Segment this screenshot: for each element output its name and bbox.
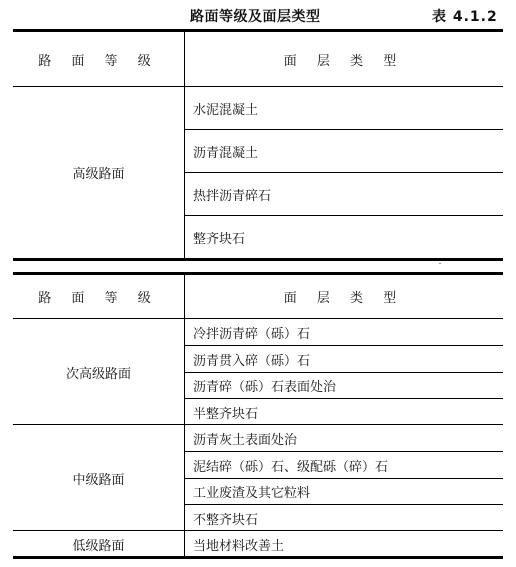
group-subhigh [13, 319, 503, 425]
header-grade: 路 面 等 级 [38, 291, 159, 306]
group-high [13, 87, 503, 258]
types-mid [185, 425, 503, 531]
table-number: 表 4.1.2 [432, 9, 498, 25]
header-grade: 路 面 等 级 [38, 53, 159, 69]
group-low [13, 531, 503, 557]
type-row: 工业废渣及其它粒料 [185, 479, 503, 505]
grade-high: 高级路面 [72, 167, 125, 182]
header-type: 面 层 类 型 [184, 275, 503, 318]
type-row: 沥青混凝土 [185, 130, 503, 173]
scan-speck [439, 263, 441, 264]
grade-low: 低级路面 [72, 538, 125, 554]
grade-subhigh: 次高级路面 [65, 366, 131, 382]
type-row: 冷拌沥青碎（砾）石 [185, 319, 503, 346]
table-2 [13, 272, 503, 559]
type-row: 沥青灰土表面处治 [185, 425, 503, 452]
type-row: 整齐块石 [193, 231, 246, 247]
type-row: 沥青贯入碎（砾）石 [185, 346, 503, 373]
table-1 [13, 29, 503, 261]
types-low [185, 531, 503, 557]
type-row: 沥青碎（砾）石表面处治 [185, 373, 503, 399]
types-high [185, 87, 503, 258]
table-1-header [13, 32, 503, 87]
table-2-header [13, 275, 503, 319]
type-row: 不整齐块石 [193, 512, 259, 528]
header-type: 面 层 类 型 [184, 32, 503, 86]
type-row: 当地材料改善土 [193, 538, 285, 554]
type-row: 水泥混凝土 [185, 87, 503, 130]
grade-mid: 中级路面 [72, 472, 125, 488]
type-row: 泥结碎（砾）石、级配砾（碎）石 [185, 452, 503, 479]
type-row: 热拌沥青碎石 [185, 173, 503, 216]
types-subhigh [185, 319, 503, 425]
caption-bar [0, 6, 516, 26]
table-title: 路面等级及面层类型 [190, 9, 321, 25]
type-row: 半整齐块石 [193, 406, 259, 422]
group-mid [13, 425, 503, 531]
